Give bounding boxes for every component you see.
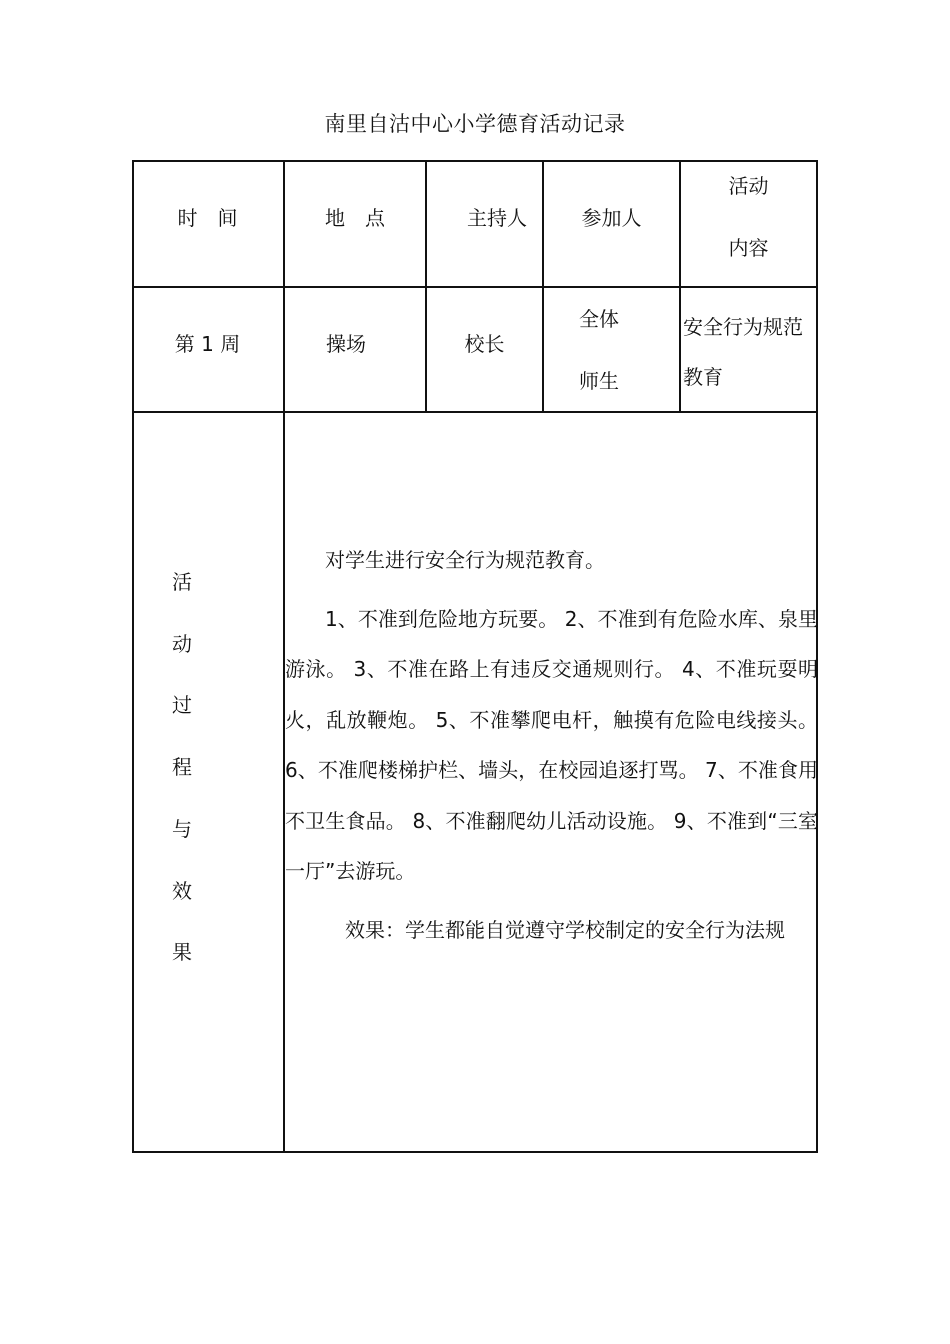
header-host: 主持人	[467, 205, 527, 230]
process-effect: 效果：学生都能自觉遵守学校制定的安全行为法规	[345, 917, 785, 942]
process-label-char: 动	[172, 631, 192, 656]
row-participants	[544, 288, 654, 411]
process-content	[285, 535, 818, 955]
activity-record-table	[132, 160, 818, 1153]
process-label-char: 过	[172, 693, 192, 718]
row-participants-line2: 师生	[579, 368, 619, 393]
header-content	[681, 160, 816, 286]
process-intro: 对学生进行安全行为规范教育。	[325, 548, 605, 572]
row-time: 第 1 周	[174, 331, 241, 356]
table-row-divider	[132, 411, 818, 413]
process-label-char: 效	[172, 878, 192, 903]
process-label-char: 与	[172, 816, 192, 841]
process-label-char: 程	[172, 755, 192, 780]
row-content-line1: 安全行为规范	[683, 315, 803, 339]
document-title: 南里自沽中心小学德育活动记录	[324, 112, 626, 136]
header-time: 时 间	[177, 205, 238, 230]
row-participants-line1: 全体	[579, 306, 619, 331]
header-content-line2: 内容	[728, 236, 769, 260]
process-label	[132, 552, 232, 984]
process-label-char: 果	[172, 940, 192, 965]
row-host: 校长	[464, 331, 505, 356]
table-border-bottom	[132, 1151, 818, 1153]
header-participants: 参加人	[581, 205, 642, 230]
header-content-line1: 活动	[728, 174, 769, 198]
row-place: 操场	[326, 331, 366, 356]
row-content	[681, 288, 818, 396]
row-content-line2: 教育	[683, 365, 723, 389]
process-label-char: 活	[172, 570, 192, 594]
process-rules: 1、不准到危险地方玩要。 2、不准到有危险水库、泉里游泳。 3、不准在路上有违反交通规则行。 4、不准玩耍明火，乱放鞭炮。 5、不准攀爬电杆，触摸有危险电线接头。 6、不准爬楼梯护栏、墙头，在校园追逐打骂。 7、不准食用不卫生食品。 8、不准翻爬幼儿活动设施。 9、不准到“三室一厅”去游玩。	[285, 606, 818, 883]
header-place: 地 点	[325, 205, 385, 230]
